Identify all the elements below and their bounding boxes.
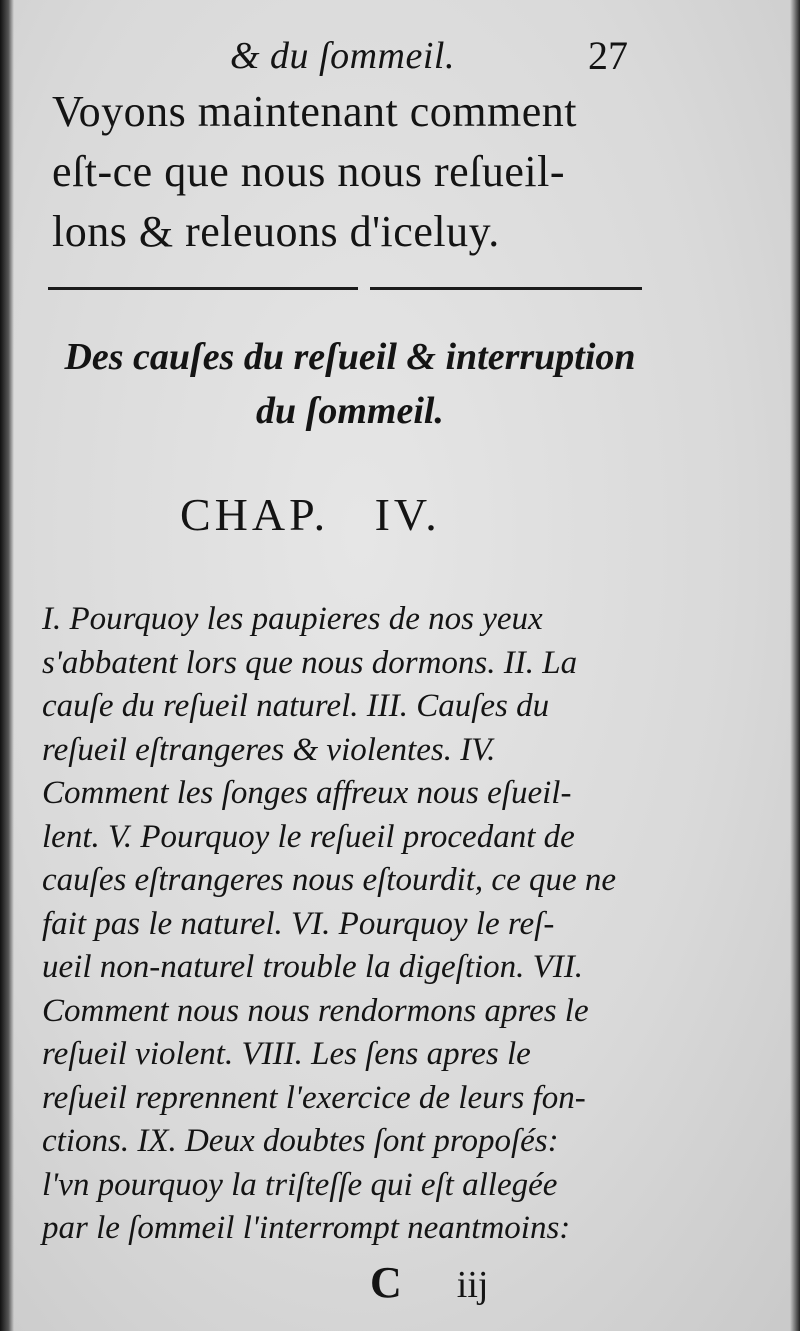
chapter-heading-line: du ſommeil. bbox=[256, 390, 444, 432]
summary-line: fait pas le naturel. VI. Pourquoy le reſ- bbox=[42, 905, 555, 942]
body-paragraph bbox=[52, 82, 652, 262]
summary-line: s'abbatent lors que nous dormons. II. La bbox=[42, 644, 578, 681]
body-line: lons & releuons d'iceluy. bbox=[52, 207, 500, 256]
page-left-edge-shadow bbox=[0, 0, 14, 1331]
summary-line: par le ſommeil l'interrompt neantmoins: bbox=[42, 1210, 571, 1246]
section-divider bbox=[48, 287, 644, 293]
divider-rule-right bbox=[370, 287, 642, 290]
body-line: Voyons maintenant comment bbox=[52, 87, 577, 136]
chapter-heading bbox=[40, 330, 660, 438]
divider-rule-left bbox=[48, 287, 358, 290]
summary-line: reſueil reprennent l'exercice de leurs fon- bbox=[42, 1079, 586, 1116]
page-number: 27 bbox=[588, 33, 628, 78]
body-line: eſt-ce que nous nous reſueil- bbox=[52, 147, 566, 196]
summary-line: l'vn pourquoy la triſteſſe qui eſt allegée bbox=[42, 1166, 558, 1203]
summary-line: ctions. IX. Deux doubtes ſont propoſés: bbox=[42, 1123, 559, 1159]
chapter-label bbox=[180, 488, 520, 541]
summary-line: ueil non-naturel trouble la digeſtion. VII. bbox=[42, 949, 584, 985]
running-title: & du ſommeil. bbox=[230, 35, 455, 77]
summary-line: lent. V. Pourquoy le reſueil procedant de bbox=[42, 818, 575, 855]
chapter-number: IV. bbox=[374, 489, 441, 540]
summary-line: cauſes eſtrangeres nous eſtourdit, ce que ne bbox=[42, 862, 617, 898]
signature-number: iij bbox=[456, 1264, 489, 1306]
page-right-edge-shadow bbox=[790, 0, 800, 1331]
signature-letter: C bbox=[370, 1258, 402, 1307]
running-head bbox=[0, 30, 800, 80]
signature-mark bbox=[370, 1257, 488, 1308]
chapter-heading-line: Des cauſes du reſueil & interruption bbox=[64, 336, 636, 378]
chapter-summary bbox=[42, 598, 662, 1251]
summary-line: Comment nous nous rendormons apres le bbox=[42, 992, 589, 1029]
summary-line: I. Pourquoy les paupieres de nos yeux bbox=[42, 601, 543, 637]
summary-line: Comment les ſonges affreux nous eſueil- bbox=[42, 775, 572, 811]
summary-line: cauſe du reſueil naturel. III. Cauſes du bbox=[42, 688, 550, 724]
summary-line: reſueil violent. VIII. Les ſens apres le bbox=[42, 1036, 531, 1072]
summary-line: reſueil eſtrangeres & violentes. IV. bbox=[42, 731, 496, 768]
chapter-label-word: CHAP. bbox=[180, 489, 330, 540]
